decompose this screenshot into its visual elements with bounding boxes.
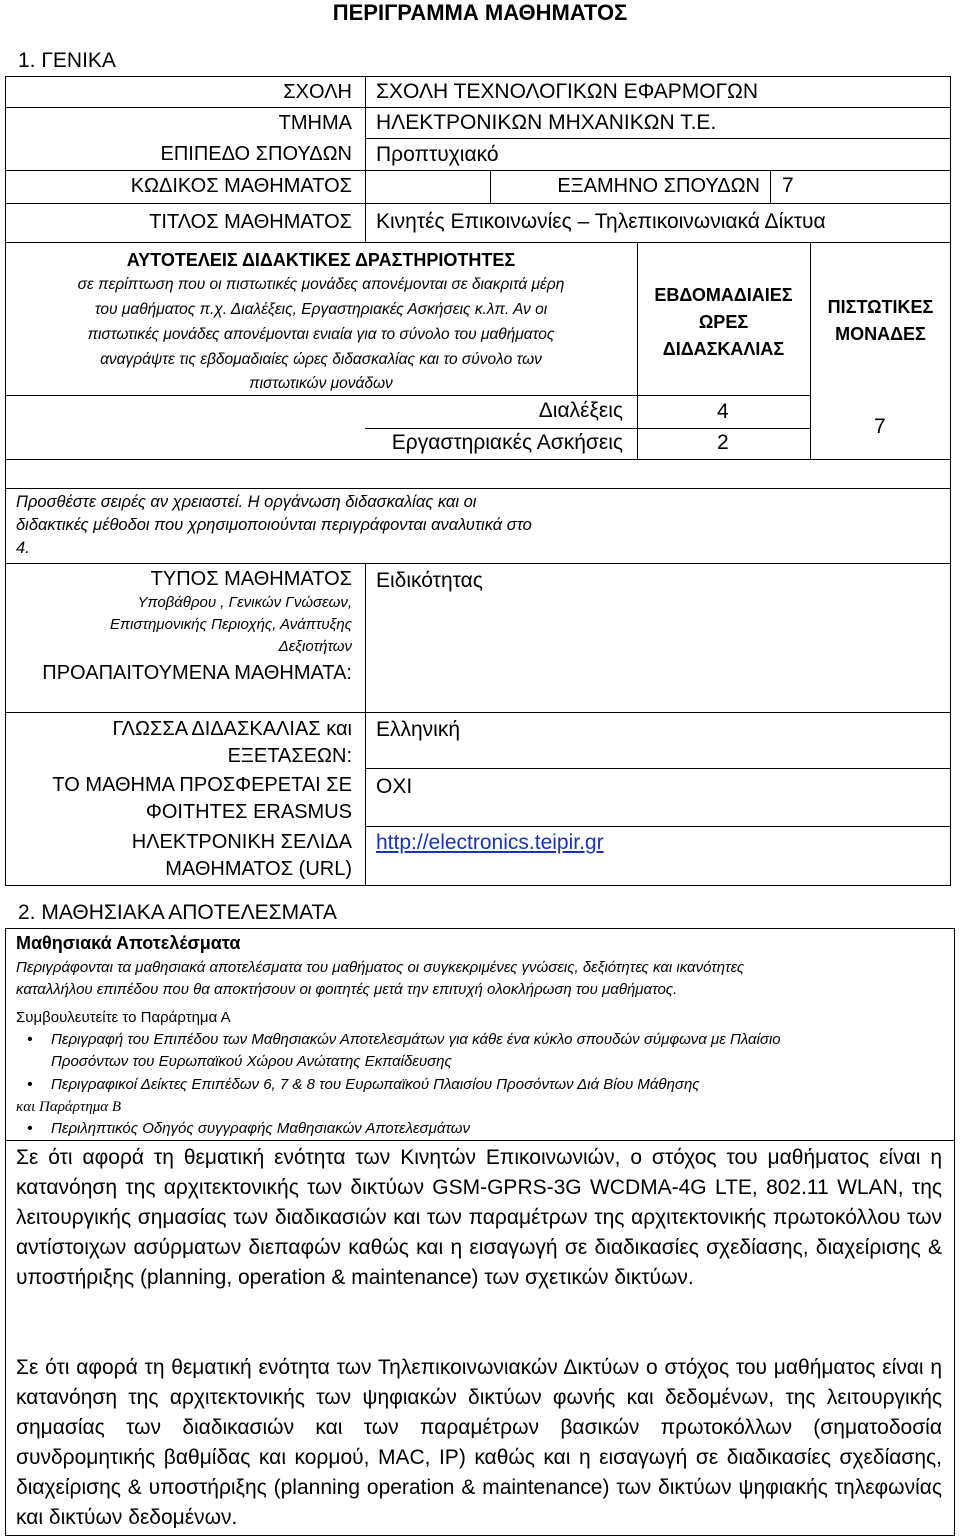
language-label-line-1: ΓΛΩΣΣΑ ΔΙΔΑΣΚΑΛΙΑΣ και — [112, 718, 352, 740]
credits-value: 7 — [874, 415, 886, 438]
activities-desc-line-1: σε περίπτωση που οι πιστωτικές μονάδες απονέμονται σε διακριτά μέρη — [77, 276, 565, 293]
weekly-hours-header-line-3: ΔΙΔΑΣΚΑΛΙΑΣ — [662, 339, 785, 359]
course-title-label: ΤΙΤΛΟΣ ΜΑΘΗΜΑΤΟΣ — [149, 211, 352, 233]
semester-value: 7 — [782, 174, 794, 197]
erasmus-value: ΟΧΙ — [376, 775, 413, 798]
erasmus-label-line-1: ΤΟ ΜΑΘΗΜΑ ΠΡΟΣΦΕΡΕΤΑΙ ΣΕ — [52, 774, 352, 796]
course-url-label — [10, 829, 352, 883]
course-type-sub-2: Επιστημονικής Περιοχής, Ανάπτυξης — [110, 616, 352, 633]
course-url-label-line-2: ΜΑΘΗΜΑΤΟΣ (URL) — [165, 858, 352, 880]
bullet-item-line-1: • Περιγραφή του Επιπέδου των Μαθησιακών Αποτελεσμάτων για κάθε ένα κύκλο σπουδών σύμφωνα με Πλαίσιο — [51, 1031, 781, 1048]
objective-paragraph-networks: Σε ότι αφορά τη θεματική ενότητα των Τηλεπικοινωνιακών Δικτύων ο στόχος του μαθήματος είναι η κατανόηση της αρχιτεκτονικής των ψηφιακών δικτύων φωνής και δεδομένων, της λειτουργικής σημασίας των διαδικασιών και των παραμέτρων βασικών πρωτοκόλλων (σηματοδοσία συνδρομητικής βαθμίδας και κορμού, MAC, IP) καθώς και η εισαγωγή σε διαδικασίες σχεδίασης, διαχείρισης & υποστήριξης (planning operation & maintenance) των δικτύων ψηφιακής τηλεφωνίας και δικτύων δεδομένων. — [16, 1356, 942, 1529]
activities-desc-line-5: πιστωτικών μονάδων — [249, 375, 393, 392]
course-code-label: ΚΩΔΙΚΟΣ ΜΑΘΗΜΑΤΟΣ — [130, 175, 352, 197]
course-title-value: Κινητές Επικοινωνίες – Τηλεπικοινωνιακά Δίκτυα — [376, 210, 826, 233]
school-value: ΣΧΟΛΗ ΤΕΧΝΟΛΟΓΙΚΩΝ ΕΦΑΡΜΟΓΩΝ — [376, 80, 759, 103]
credits-header-line-1: ΠΙΣΤΩΤΙΚΕΣ — [827, 297, 934, 317]
credits-header — [810, 294, 951, 348]
and-annex-b: και Παράρτημα Β — [16, 1099, 122, 1115]
course-type-label: ΤΥΠΟΣ ΜΑΘΗΜΑΤΟΣ — [150, 568, 352, 590]
course-type-sub-1: Υποβάθρου , Γενικών Γνώσεων, — [137, 594, 352, 611]
section-2-heading: 2. ΜΑΘΗΣΙΑΚΑ ΑΠΟΤΕΛΕΣΜΑΤΑ — [18, 901, 337, 924]
activity-hours: 4 — [717, 400, 729, 423]
course-type-value: Ειδικότητας — [376, 569, 483, 592]
activities-desc-line-2: του μαθήματος π.χ. Διαλέξεις, Εργαστηριακές Ασκήσεις κ.λπ. Αν οι — [94, 301, 548, 318]
organization-note-line-2: διδακτικές μέθοδοι που χρησιμοποιούνται περιγράφονται αναλυτικά στο — [16, 516, 532, 534]
organization-note-line-3: 4. — [16, 539, 30, 557]
bullet-item: • Περιγραφικοί Δείκτες Επιπέδων 6, 7 & 8 του Ευρωπαϊκού Πλαισίου Προσόντων Διά Βίου Μάθησης — [51, 1074, 700, 1096]
erasmus-label-line-2: ΦΟΙΤΗΤΕΣ ERASMUS — [145, 801, 352, 823]
semester-label: ΕΞΑΜΗΝΟ ΣΠΟΥΔΩΝ — [557, 175, 760, 197]
organization-note — [16, 491, 532, 560]
learning-outcomes-title: Μαθησιακά Αποτελέσματα — [16, 933, 241, 953]
activities-heading: ΑΥΤΟΤΕΛΕΙΣ ΔΙΔΑΚΤΙΚΕΣ ΔΡΑΣΤΗΡΙΟΤΗΤΕΣ — [126, 250, 516, 270]
activity-name: Εργαστηριακές Ασκήσεις — [391, 431, 623, 454]
weekly-hours-header-line-1: ΕΒΔΟΜΑΔΙΑΙΕΣ — [654, 285, 793, 305]
course-type-sub-3: Δεξιοτήτων — [278, 638, 352, 655]
study-level-value: Προπτυχιακό — [376, 143, 499, 166]
language-label — [10, 716, 352, 770]
section-1-heading: 1. ΓΕΝΙΚΑ — [18, 49, 116, 72]
bullet-item — [51, 1029, 781, 1073]
course-url-label-line-1: ΗΛΕΚΤΡΟΝΙΚΗ ΣΕΛΙΔΑ — [131, 831, 352, 853]
outcomes-intro-line-2: καταλλήλου επιπέδου που θα αποκτήσουν οι φοιτητές μετά την επιτυχή ολοκλήρωση του μαθήματος. — [16, 981, 678, 998]
department-value: ΗΛΕΚΤΡΟΝΙΚΩΝ ΜΗΧΑΝΙΚΩΝ Τ.Ε. — [376, 111, 717, 134]
organization-note-line-1: Προσθέστε σειρές αν χρειαστεί. Η οργάνωση διδασκαλίας και οι — [16, 493, 477, 511]
consult-annex-a: Συμβουλευτείτε το Παράρτημα Α — [16, 1009, 231, 1026]
activity-hours: 2 — [717, 431, 729, 454]
course-url-link[interactable]: http://electronics.teipir.gr — [376, 831, 604, 854]
objective-paragraph-mobile: Σε ότι αφορά τη θεματική ενότητα των Κινητών Επικοινωνιών, ο στόχος του μαθήματος είναι η κατανόηση της αρχιτεκτονικής των δικτύων GSM-GPRS-3G WCDMA-4G LTE, 802.11 WLAN, της λειτουργικής σημασίας των διαδικασιών και των παραμέτρων της αρχιτεκτονικής πρωτοκόλλου των αντίστοιχων ασύρματων διεπαφών καθώς και η εισαγωγή σε διαδικασίες σχεδίασης, διαχείρισης & υποστήριξης (planning, operation & maintenance) των σχετικών δικτύων. — [16, 1146, 942, 1289]
erasmus-label — [10, 772, 352, 826]
activities-desc-line-4: αναγράψτε τις εβδομαδιαίες ώρες διδασκαλίας και το σύνολο των — [100, 351, 542, 368]
credits-header-line-2: ΜΟΝΑΔΕΣ — [835, 324, 926, 344]
weekly-hours-header — [637, 282, 810, 363]
language-value: Ελληνική — [376, 718, 461, 741]
page-title: ΠΕΡΙΓΡΑΜΜΑ ΜΑΘΗΜΑΤΟΣ — [332, 0, 628, 25]
study-level-label: ΕΠΙΠΕΔΟ ΣΠΟΥΔΩΝ — [160, 143, 352, 165]
bullet-item: • Περιληπτικός Οδηγός συγγραφής Μαθησιακών Αποτελεσμάτων — [51, 1118, 470, 1140]
activities-desc-line-3: πιστωτικές μονάδες απονέμονται ενιαία για το σύνολο του μαθήματος — [87, 326, 555, 343]
language-label-line-2: ΕΞΕΤΑΣΕΩΝ: — [227, 745, 352, 767]
activity-name: Διαλέξεις — [538, 399, 623, 422]
bullet-item-line-2: Προσόντων του Ευρωπαϊκού Χώρου Ανώτατης Εκπαίδευσης — [51, 1053, 452, 1070]
prerequisites-label: ΠΡΟΑΠΑΙΤΟΥΜΕΝΑ ΜΑΘΗΜΑΤΑ: — [42, 662, 352, 684]
department-label: ΤΜΗΜΑ — [278, 112, 352, 134]
outcomes-intro-line-1: Περιγράφονται τα μαθησιακά αποτελέσματα του μαθήματος οι συγκεκριμένες γνώσεις, δεξιότητες και ικανότητες — [16, 959, 745, 976]
weekly-hours-header-line-2: ΩΡΕΣ — [698, 312, 749, 332]
school-label: ΣΧΟΛΗ — [283, 81, 352, 103]
